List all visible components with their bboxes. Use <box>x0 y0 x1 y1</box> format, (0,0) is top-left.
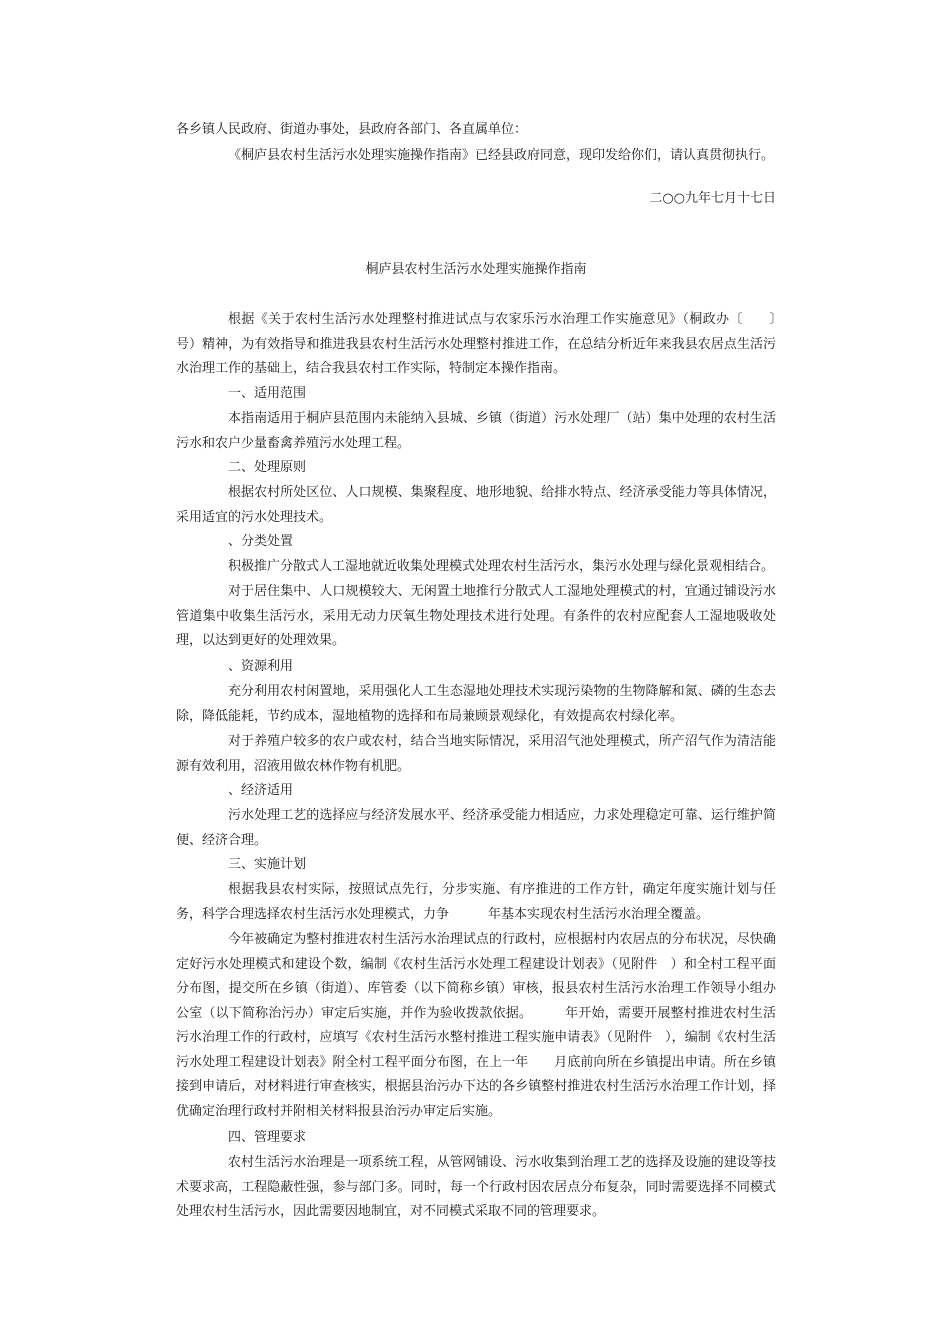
section-body: 污水处理工艺的选择应与经济发展水平、经济承受能力相适应，力求处理稳定可靠、运行维护简便、经济合理。 <box>176 808 776 848</box>
section-body: 农村生活污水治理是一项系统工程，从管网铺设、污水收集到治理工艺的选择及设施的建设等技术要求高，工程隐蔽性强，参与部门多。同时，每一个行政村因农居点分布复杂，同时需要选择不同模式处理农村生活污水，因此需要因地制宜，对不同模式采取不同的管理要求。 <box>176 1155 776 1219</box>
section-body: 对于居住集中、人口规模较大、无闲置土地推行分散式人工湿地处理模式的村，宜通过铺设污水管道集中收集生活污水，采用无动力厌氧生物处理技术进行处理。有条件的农村应配套人工湿地吸收处理，以达到更好的处理效果。 <box>176 584 776 648</box>
subsection-heading: 、分类处置 <box>228 534 294 549</box>
section-body: 对于养殖户较多的农户或农村，结合当地实际情况，采用沼气池处理模式，所产沼气作为清洁能源有效利用，沼液用做农林作物有机肥。 <box>176 734 776 774</box>
section-body: 积极推广分散式人工湿地就近收集处理模式处理农村生活污水，集污水处理与绿化景观相结合。 <box>228 559 775 574</box>
section-body: 充分利用农村闲置地，采用强化人工生态湿地处理技术实现污染物的生物降解和氮、磷的生态去除，降低能耗，节约成本，湿地植物的选择和布局兼顾景观绿化，有效提高农村绿化率。 <box>176 684 776 724</box>
section-heading: 一、适用范围 <box>228 386 307 401</box>
subsection-heading: 、经济适用 <box>228 783 294 798</box>
notice-text: 《桐庐县农村生活污水处理实施操作指南》已经县政府同意，现印发给你们，请认真贯彻执行。 <box>228 148 775 163</box>
section-body: 根据农村所处区位、人口规模、集聚程度、地形地貌、给排水特点、经济承受能力等具体情况，采用适宜的污水处理技术。 <box>176 485 776 525</box>
section-heading: 二、处理原则 <box>228 460 307 475</box>
subsection-heading: 、资源利用 <box>228 659 294 674</box>
section-heading: 四、管理要求 <box>228 1130 307 1145</box>
section-body: 根据我县农村实际，按照试点先行，分步实施、有序推进的工作方针，确定年度实施计划与任务，科学合理选择农村生活污水处理模式，力争 年基本实现农村生活污水治理全覆盖。 <box>176 882 776 922</box>
issue-date: 二○○九年七月十七日 <box>649 191 776 206</box>
document-title: 桐庐县农村生活污水处理实施操作指南 <box>365 262 587 277</box>
intro-paragraph: 根据《关于农村生活污水处理整村推进试点与农家乐污水治理工作实施意见》（桐政办〔 〕 号）精神，为有效指导和推进我县农村生活污水处理整村推进工作，在总结分析近年来我县农居点生活污水治理工作的基础上，结合我县农村工作实际，特制定本操作指南。 <box>176 312 803 376</box>
section-body: 本指南适用于桐庐县范围内未能纳入县城、乡镇（街道）污水处理厂（站）集中处理的农村生活污水和农户少量畜禽养殖污水处理工程。 <box>176 411 776 451</box>
salutation: 各乡镇人民政府、街道办事处，县政府各部门、各直属单位： <box>176 122 528 137</box>
section-body: 今年被确定为整村推进农村生活污水治理试点的行政村，应根据村内农居点的分布状况，尽快确定好污水处理模式和建设个数，编制《农村生活污水处理工程建设计划表》（见附件 ）和全村工程平面分布图，提交所在乡镇（街道）、库管委（以下简称乡镇）审核，报县农村生活污水治理工作领导小组办公室（以下简称治污办）审定后实施，并作为验收拨款依据。 年开始，需要开展整村推进农村生活污水治理工作的行政村，应填写《农村生活污水整村推进工程实施申请表》（见附件 ），编制《农村生活污水处理工程建设计划表》附全村工程平面分布图，在上一年 月底前向所在乡镇提出申请。所在乡镇接到申请后，对材料进行审查核实，根据县治污办下达的各乡镇整村推进农村生活污水治理工作计划，择优确定治理行政村并附相关材料报县治污办审定后实施。 <box>176 932 776 1119</box>
section-heading: 三、实施计划 <box>228 857 307 872</box>
